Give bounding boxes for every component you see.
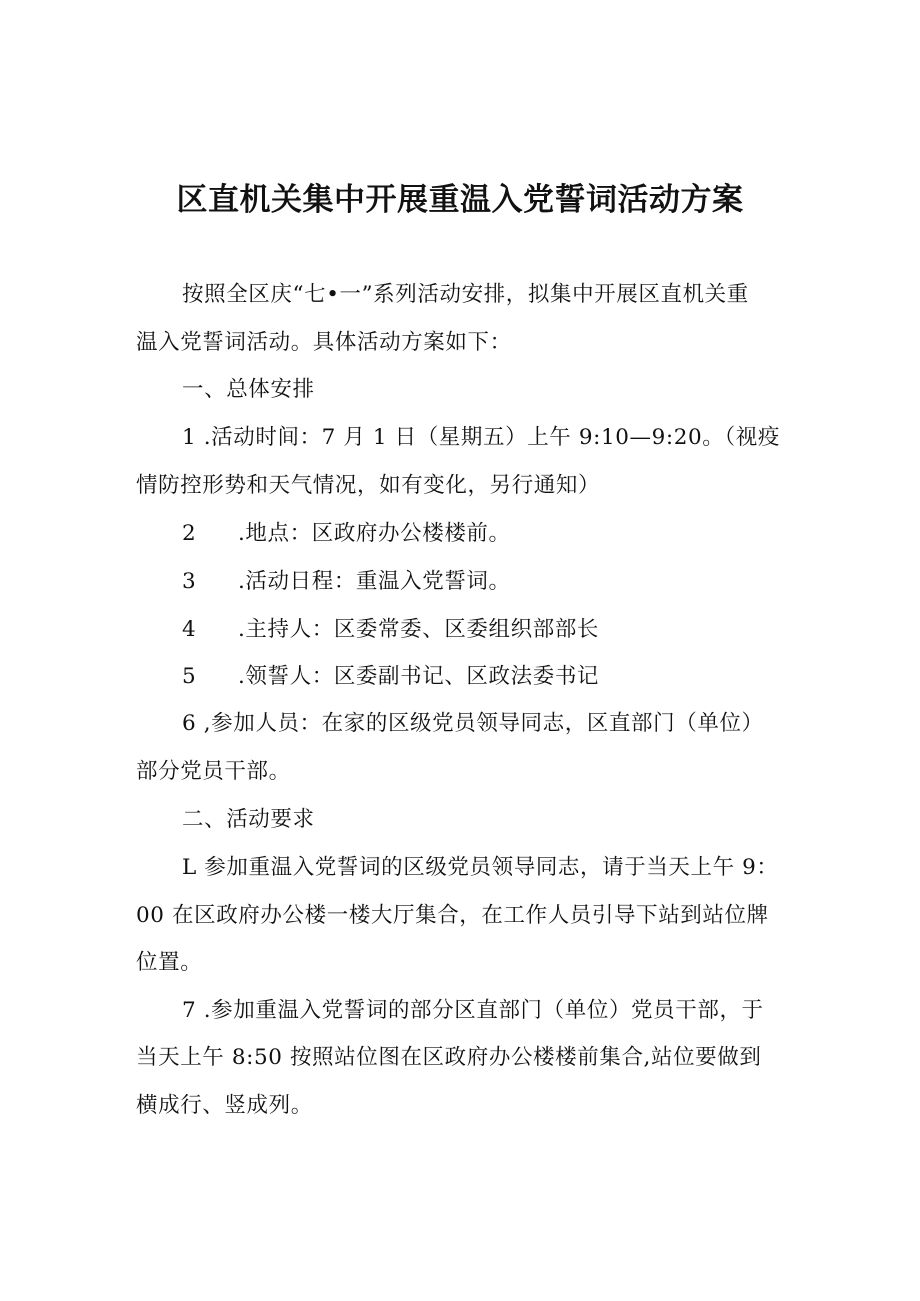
item-text: .领誓人：区委副书记、区政法委书记 bbox=[238, 664, 600, 689]
item-text: .地点：区政府办公楼楼前。 bbox=[238, 521, 511, 546]
requirement-2-line-3: 横成行、竖成列。 bbox=[136, 1093, 313, 1118]
item-participants-line-2: 部分党员干部。 bbox=[136, 759, 291, 784]
item-number: 2 bbox=[182, 521, 197, 546]
requirement-1-line-1: L 参加重温入党誓词的区级党员领导同志，请于当天上午 9： bbox=[182, 855, 779, 880]
requirement-2-line-1: 7 .参加重温入党誓词的部分区直部门（单位）党员干部，于 bbox=[182, 998, 764, 1023]
section-heading-overall: 一、总体安排 bbox=[182, 377, 315, 402]
item-schedule bbox=[182, 567, 511, 597]
item-number: 5 bbox=[182, 664, 197, 689]
intro-line-2: 温入党誓词活动。具体活动方案如下： bbox=[136, 330, 512, 355]
requirement-1-line-3: 位置。 bbox=[136, 950, 203, 975]
requirement-2-line-2: 当天上午 8:50 按照站位图在区政府办公楼楼前集合,站位要做到 bbox=[136, 1045, 762, 1070]
intro-line-1: 按照全区庆“七•一”系列活动安排，拟集中开展区直机关重 bbox=[182, 282, 749, 307]
item-time-line-1: 1 .活动时间：7 月 1 日（星期五）上午 9:10—9:20。（视疫 bbox=[182, 425, 780, 450]
item-location bbox=[182, 519, 511, 549]
item-number: 4 bbox=[182, 617, 197, 642]
item-oath-leader bbox=[182, 662, 599, 692]
requirement-1-line-2: 00 在区政府办公楼一楼大厅集合，在工作人员引导下站到站位牌 bbox=[136, 903, 769, 928]
item-text: .活动日程：重温入党誓词。 bbox=[238, 569, 511, 594]
item-participants-line-1: 6 ,参加人员：在家的区级党员领导同志，区直部门（单位） bbox=[182, 711, 764, 736]
item-number: 3 bbox=[182, 569, 197, 594]
item-text: .主持人：区委常委、区委组织部部长 bbox=[238, 617, 600, 642]
section-heading-requirements: 二、活动要求 bbox=[182, 807, 315, 832]
item-host bbox=[182, 615, 599, 645]
item-time-line-2: 情防控形势和天气情况，如有变化，另行通知） bbox=[136, 473, 601, 498]
page-title: 区直机关集中开展重温入党誓词活动方案 bbox=[176, 182, 744, 218]
